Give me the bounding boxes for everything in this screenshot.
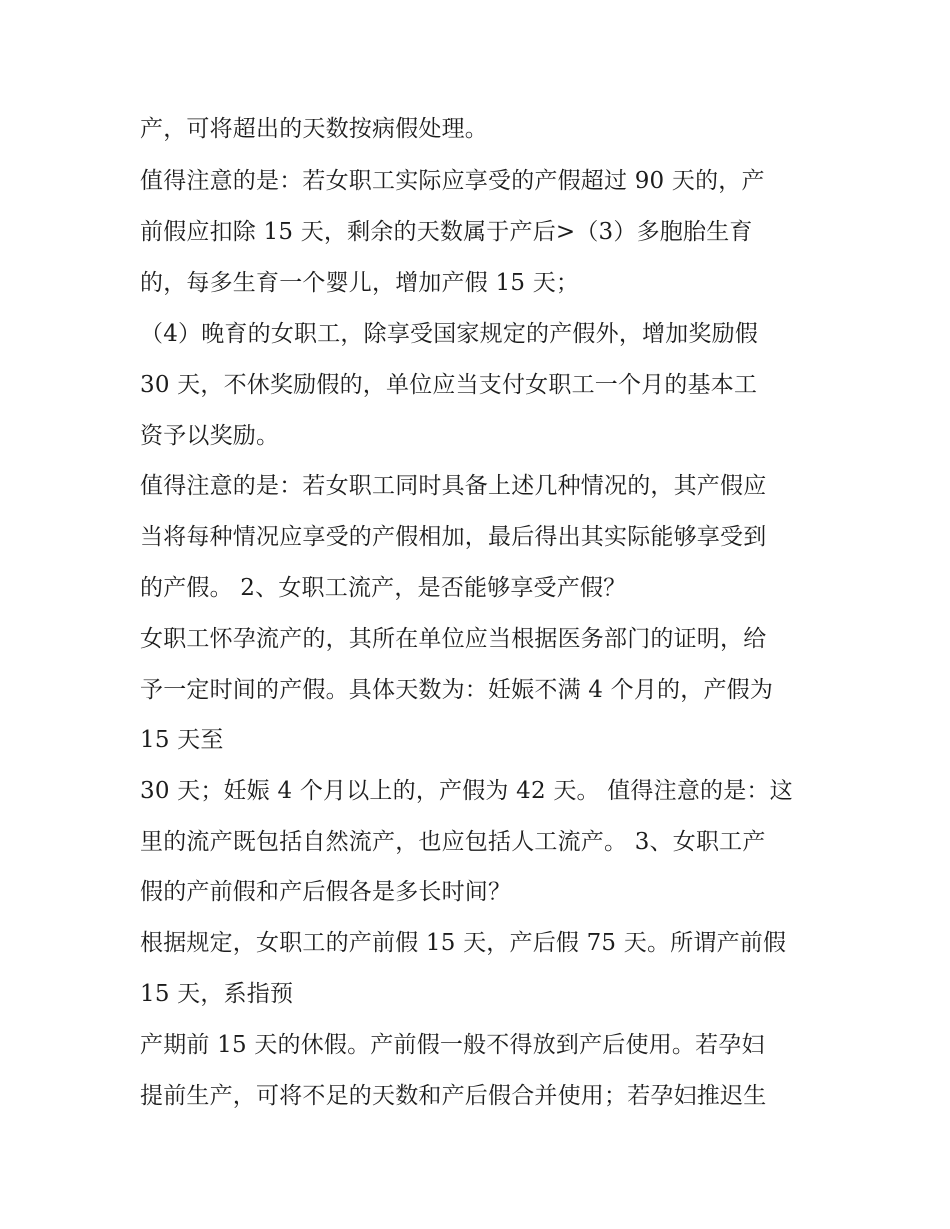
text-line: 值得注意的是：若女职工实际应享受的产假超过 90 天的，产	[140, 168, 765, 194]
text-line: 根据规定，女职工的产前假 15 天，产后假 75 天。所谓产前假	[140, 930, 787, 956]
text-line: 的，每多生育一个婴儿，增加产假 15 天；	[140, 270, 580, 296]
text-line: 15 天至	[140, 727, 224, 753]
text-line: 女职工怀孕流产的，其所在单位应当根据医务部门的证明，给	[140, 626, 767, 652]
text-line: 予一定时间的产假。具体天数为：妊娠不满 4 个月的，产假为	[140, 677, 774, 703]
text-line: 的产假。 2、女职工流产，是否能够享受产假？	[140, 575, 627, 601]
text-line: 30 天；妊娠 4 个月以上的，产假为 42 天。 值得注意的是：这	[140, 778, 793, 804]
text-line: 产期前 15 天的休假。产前假一般不得放到产后使用。若孕妇	[140, 1032, 765, 1058]
text-line: 当将每种情况应享受的产假相加，最后得出其实际能够享受到	[140, 524, 767, 550]
text-line: 产，可将超出的天数按病假处理。	[140, 116, 488, 142]
text-line: 提前生产，可将不足的天数和产后假合并使用；若孕妇推迟生	[140, 1083, 767, 1109]
text-line: 15 天，系指预	[140, 981, 294, 1007]
text-line: 里的流产既包括自然流产，也应包括人工流产。 3、女职工产	[140, 829, 766, 855]
text-line: 假的产前假和产后假各是多长时间？	[140, 879, 512, 905]
text-line: 前假应扣除 15 天，剩余的天数属于产后>（3）多胞胎生育	[140, 219, 753, 245]
text-line: 30 天，不休奖励假的，单位应当支付女职工一个月的基本工	[140, 372, 758, 398]
text-line: 资予以奖励。	[140, 423, 280, 449]
text-line: 值得注意的是：若女职工同时具备上述几种情况的，其产假应	[140, 473, 767, 499]
text-line: （4）晚育的女职工，除享受国家规定的产假外，增加奖励假	[140, 321, 759, 347]
